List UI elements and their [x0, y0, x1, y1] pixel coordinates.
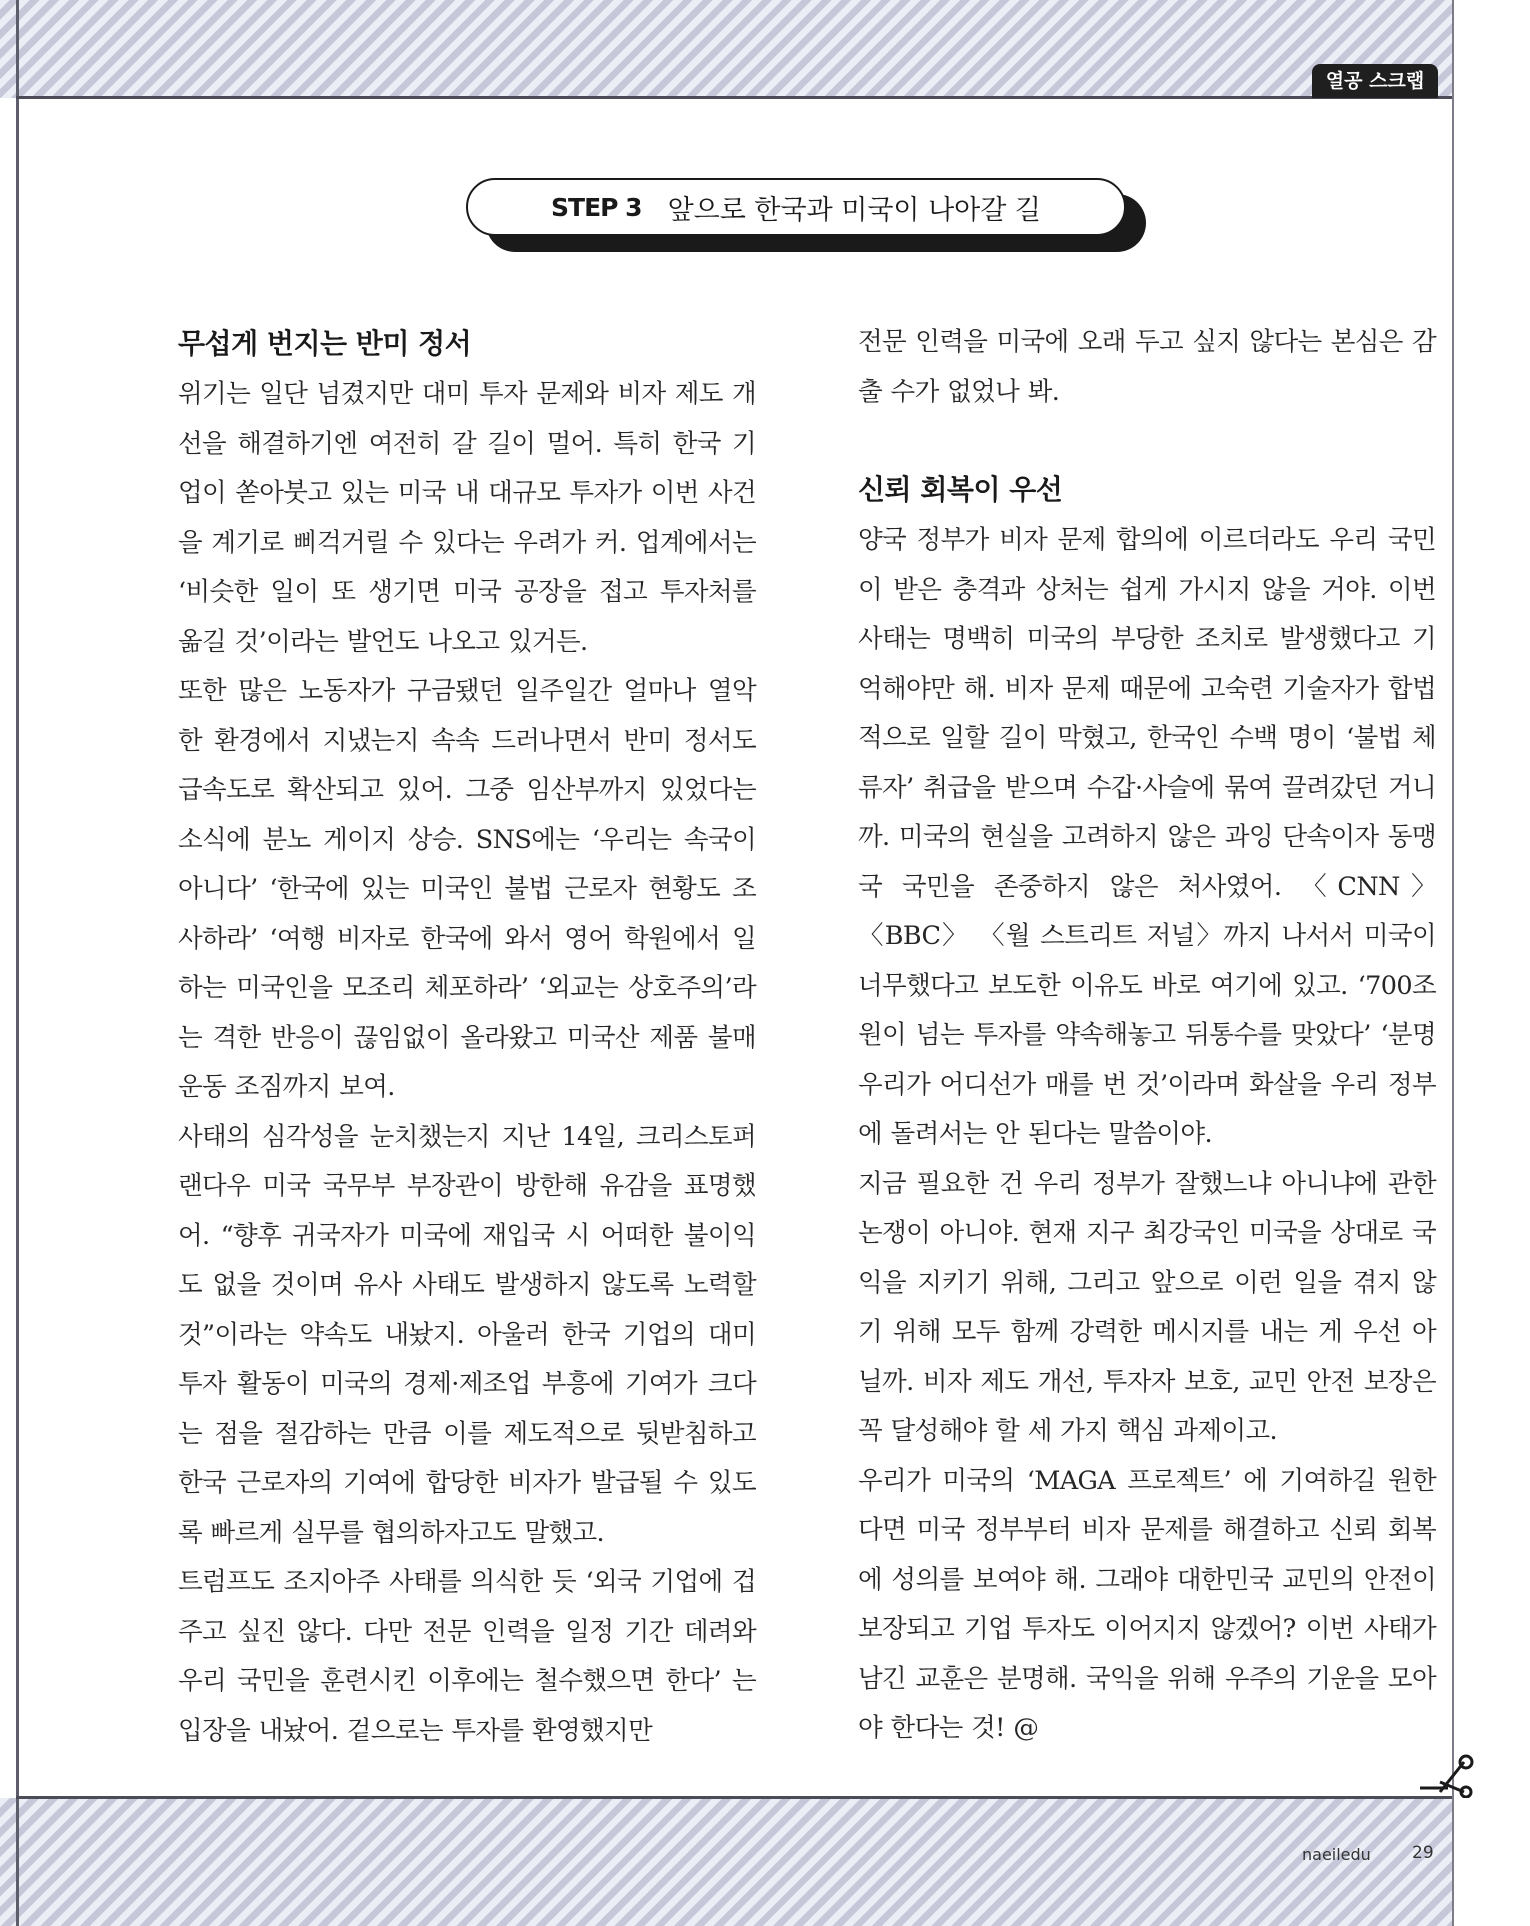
footer-brand: naeiledu [1302, 1845, 1371, 1864]
right-column [858, 318, 1436, 1754]
body-paragraph: 위기는 일단 넘겼지만 대미 투자 문제와 비자 제도 개선을 해결하기엔 여전히 갈 길이 멀어. 특히 한국 기업이 쏟아붓고 있는 미국 내 대규모 투자가 이번 사건을 계기로 삐걱거릴 수 있다는 우려가 커. 업계에서는 ‘비슷한 일이 또 생기면 미국 공장을 접고 투자처를 옮길 것’이라는 발언도 나오고 있거든. [178, 379, 756, 657]
step-banner [466, 178, 1126, 236]
body-paragraph: 또한 많은 노동자가 구금됐던 일주일간 얼마나 열악한 환경에서 지냈는지 속속 드러나면서 반미 정서도 급속도로 확산되고 있어. 그중 임산부까지 있었다는 소식에 분노 게이지 상승. SNS에는 ‘우리는 속국이 아니다’ ‘한국에 있는 미국인 불법 근로자 현황도 조사하라’ ‘여행 비자로 한국에 와서 영어 학원에서 일하는 미국인을 모조리 체포하라’ ‘외교는 상호주의’라는 격한 반응이 끊임없이 올라왔고 미국산 제품 불매 운동 조짐까지 보여. [178, 676, 756, 1102]
left-column-heading: 무섭게 번지는 반미 정서 [178, 327, 472, 360]
body-paragraph: 트럼프도 조지아주 사태를 의식한 듯 ‘외국 기업에 겁주고 싶진 않다. 다만 전문 인력을 일정 기간 데려와 우리 국민을 훈련시킨 이후에는 철수했으면 한다’ 는 입장을 내놨어. 겉으로는 투자를 환영했지만 [178, 1567, 756, 1746]
body-paragraph: 양국 정부가 비자 문제 합의에 이르더라도 우리 국민이 받은 충격과 상처는 쉽게 가시지 않을 거야. 이번 사태는 명백히 미국의 부당한 조치로 발생했다고 기억해야만 해. 비자 문제 때문에 고숙련 기술자가 합법적으로 일할 길이 막혔고, 한국인 수백 명이 ‘불법 체류자’ 취급을 받으며 수갑·사슬에 묶여 끌려갔던 거니까. 미국의 현실을 고려하지 않은 과잉 단속이자 동맹국 국민을 존중하지 않은 처사였어. 〈CNN〉 〈BBC〉 〈월 스트리트 저널〉까지 나서서 미국이 너무했다고 보도한 이유도 바로 여기에 있고. ‘700조 원이 넘는 투자를 약속해놓고 뒤통수를 맞았다’ ‘분명 우리가 어디선가 매를 번 것’이라며 화살을 우리 정부에 돌려서는 안 된다는 말씀이야. [858, 525, 1436, 1149]
body-paragraph: 사태의 심각성을 눈치챘는지 지난 14일, 크리스토퍼 랜다우 미국 국무부 부장관이 방한해 유감을 표명했어. “향후 귀국자가 미국에 재입국 시 어떠한 불이익도 없을 것이며 유사 사태도 발생하지 않도록 노력할 것”이라는 약속도 내놨지. 아울러 한국 기업의 대미 투자 활동이 미국의 경제·제조업 부흥에 기여가 크다는 점을 절감하는 만큼 이를 제도적으로 뒷받침하고 한국 근로자의 기여에 합당한 비자가 발급될 수 있도록 빠르게 실무를 협의하자고도 말했고. [178, 1121, 756, 1548]
body-paragraph: 지금 필요한 건 우리 정부가 잘했느냐 아니냐에 관한 논쟁이 아니야. 현재 지구 최강국인 미국을 상대로 국익을 지키기 위해, 그리고 앞으로 이런 일을 겪지 않기 위해 모두 함께 강력한 메시지를 내는 게 우선 아닐까. 비자 제도 개선, 투자자 보호, 교민 안전 보장은 꼭 달성해야 할 세 가지 핵심 과제이고. [858, 1168, 1436, 1446]
scissors-icon [1418, 1754, 1476, 1798]
right-column-heading: 신뢰 회복이 우선 [858, 473, 1063, 506]
step-number: STEP 3 [551, 192, 642, 222]
step-title: 앞으로 한국과 미국이 나아갈 길 [667, 194, 1041, 226]
left-column [178, 318, 756, 1756]
top-rule [16, 96, 1452, 99]
page-left-edge [16, 0, 19, 1926]
bottom-decorative-band [0, 1798, 1530, 1926]
right-page-margin [1452, 0, 1530, 1926]
page-number: 29 [1412, 1843, 1434, 1863]
top-decorative-band [0, 0, 1530, 98]
section-tab: 열공 스크랩 [1312, 64, 1438, 98]
bottom-rule [16, 1796, 1452, 1799]
body-paragraph: 우리가 미국의 ‘MAGA 프로젝트’ 에 기여하길 원한다면 미국 정부부터 비자 문제를 해결하고 신뢰 회복에 성의를 보여야 해. 그래야 대한민국 교민의 안전이 보장되고 기업 투자도 이어지지 않겠어? 이번 사태가 남긴 교훈은 분명해. 국익을 위해 우주의 기운을 모아야 한다는 것! @ [858, 1465, 1436, 1743]
continued-paragraph: 전문 인력을 미국에 오래 두고 싶지 않다는 본심은 감출 수가 없었나 봐. [858, 327, 1436, 407]
